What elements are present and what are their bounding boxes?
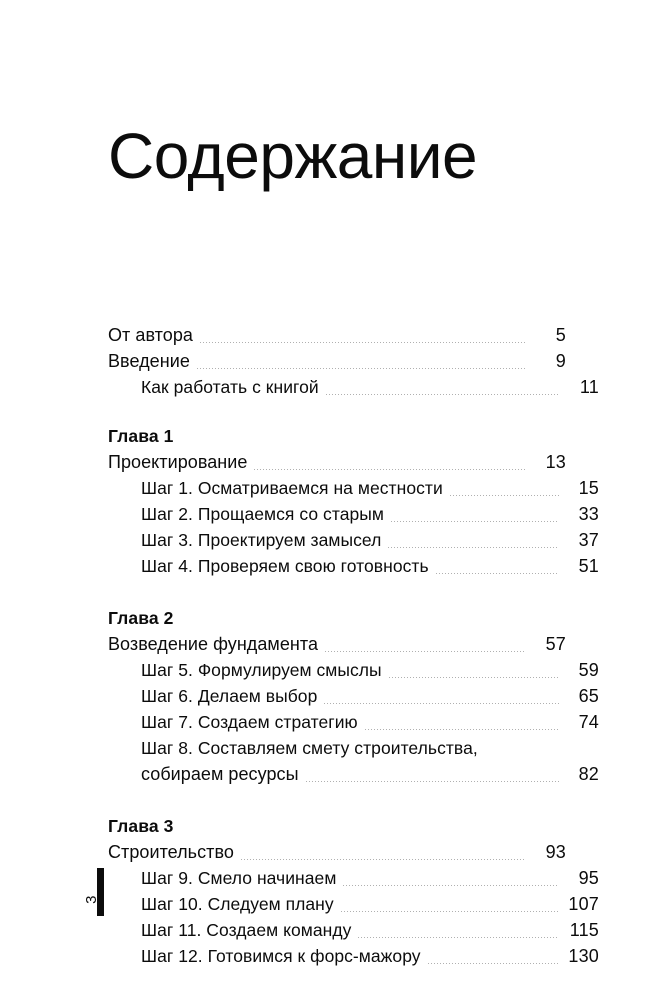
leader-dots <box>389 677 559 678</box>
toc-entry-label-continuation: собираем ресурсы <box>141 764 299 784</box>
toc-entry-page: 5 <box>555 325 566 345</box>
chapter-label: Глава 3 <box>108 816 174 836</box>
toc-entry-label: Шаг 9. Смело начинаем <box>141 868 337 888</box>
page-title: Содержание <box>108 119 478 192</box>
toc-entry[interactable] <box>108 527 599 553</box>
chapter-page: 57 <box>545 634 566 654</box>
toc-entry-page: 107 <box>568 894 599 914</box>
toc-group-chapter-2 <box>108 606 599 787</box>
folio-marker <box>58 866 104 918</box>
toc-entry-page: 37 <box>578 530 599 550</box>
toc-entry[interactable] <box>108 322 566 348</box>
toc-entry[interactable] <box>108 657 599 683</box>
leader-dots <box>325 651 526 652</box>
toc-entry-label: Как работать с книгой <box>141 377 319 397</box>
toc-group-chapter-3 <box>108 814 599 969</box>
leader-dots <box>341 911 559 912</box>
chapter-title: Строительство <box>108 842 234 862</box>
leader-dots <box>254 469 526 470</box>
toc-entry-label: От автора <box>108 325 193 345</box>
leader-dots <box>200 342 526 343</box>
leader-dots <box>436 573 559 574</box>
toc-entry-label: Шаг 5. Формулируем смыслы <box>141 660 382 680</box>
toc-entry[interactable] <box>108 735 599 761</box>
table-of-contents <box>108 322 599 969</box>
toc-entry-page: 15 <box>578 478 599 498</box>
leader-dots <box>391 521 559 522</box>
toc-entry[interactable] <box>108 553 599 579</box>
chapter-label: Глава 1 <box>108 426 174 446</box>
toc-entry-label: Шаг 10. Следуем плану <box>141 894 334 914</box>
toc-entry-page: 130 <box>568 946 599 966</box>
toc-entry-page: 82 <box>578 764 599 784</box>
toc-entry-label: Шаг 7. Создаем стратегию <box>141 712 358 732</box>
toc-entry-page: 59 <box>578 660 599 680</box>
toc-entry[interactable] <box>108 475 599 501</box>
leader-dots <box>306 781 559 782</box>
folio-page-number: 3 <box>82 895 100 904</box>
chapter-title-entry[interactable] <box>108 449 566 475</box>
leader-dots <box>324 703 559 704</box>
toc-entry-label: Введение <box>108 351 190 371</box>
chapter-title: Проектирование <box>108 452 248 472</box>
leader-dots <box>365 729 559 730</box>
toc-entry-page: 33 <box>578 504 599 524</box>
chapter-page: 93 <box>545 842 566 862</box>
toc-entry-page: 115 <box>569 920 599 940</box>
leader-dots <box>428 963 559 964</box>
chapter-title-entry[interactable] <box>108 839 566 865</box>
spacer <box>108 400 566 424</box>
spacer <box>108 787 566 814</box>
leader-dots <box>450 495 559 496</box>
toc-entry[interactable] <box>108 348 566 374</box>
chapter-label: Глава 2 <box>108 608 174 628</box>
leader-dots <box>197 368 526 369</box>
toc-entry-page: 9 <box>555 351 566 371</box>
toc-entry-label: Шаг 1. Осматриваемся на местности <box>141 478 443 498</box>
toc-entry-page: 65 <box>578 686 599 706</box>
toc-entry-label: Шаг 8. Составляем смету строительства, <box>141 738 478 758</box>
leader-dots <box>326 394 559 395</box>
leader-dots <box>358 937 559 938</box>
folio-bar-decoration <box>97 868 104 916</box>
toc-group-front-matter <box>108 322 599 400</box>
toc-entry-page: 51 <box>578 556 599 576</box>
toc-entry-label: Шаг 11. Создаем команду <box>141 920 352 940</box>
chapter-page: 13 <box>545 452 566 472</box>
leader-dots <box>388 547 559 548</box>
toc-entry-continuation[interactable] <box>108 761 599 787</box>
leader-dots <box>343 885 559 886</box>
toc-entry-page: 11 <box>579 377 599 397</box>
toc-group-chapter-1 <box>108 424 599 579</box>
toc-entry-label: Шаг 3. Проектируем замысел <box>141 530 382 550</box>
toc-entry-label: Шаг 2. Прощаемся со старым <box>141 504 384 524</box>
chapter-title: Возведение фундамента <box>108 634 319 654</box>
toc-entry-label: Шаг 6. Делаем выбор <box>141 686 318 706</box>
toc-entry-page: 74 <box>578 712 599 732</box>
leader-dots <box>241 859 526 860</box>
toc-entry-label: Шаг 4. Проверяем свою готовность <box>141 556 429 576</box>
chapter-title-entry[interactable] <box>108 631 566 657</box>
toc-entry-page: 95 <box>578 868 599 888</box>
toc-entry-label: Шаг 12. Готовимся к форс-мажору <box>141 946 421 966</box>
toc-entry[interactable] <box>108 943 599 969</box>
spacer <box>108 579 566 606</box>
toc-entry[interactable] <box>108 891 599 917</box>
toc-entry[interactable] <box>108 917 599 943</box>
toc-entry[interactable] <box>108 501 599 527</box>
toc-entry[interactable] <box>108 374 599 400</box>
toc-entry[interactable] <box>108 709 599 735</box>
toc-entry[interactable] <box>108 865 599 891</box>
toc-entry[interactable] <box>108 683 599 709</box>
